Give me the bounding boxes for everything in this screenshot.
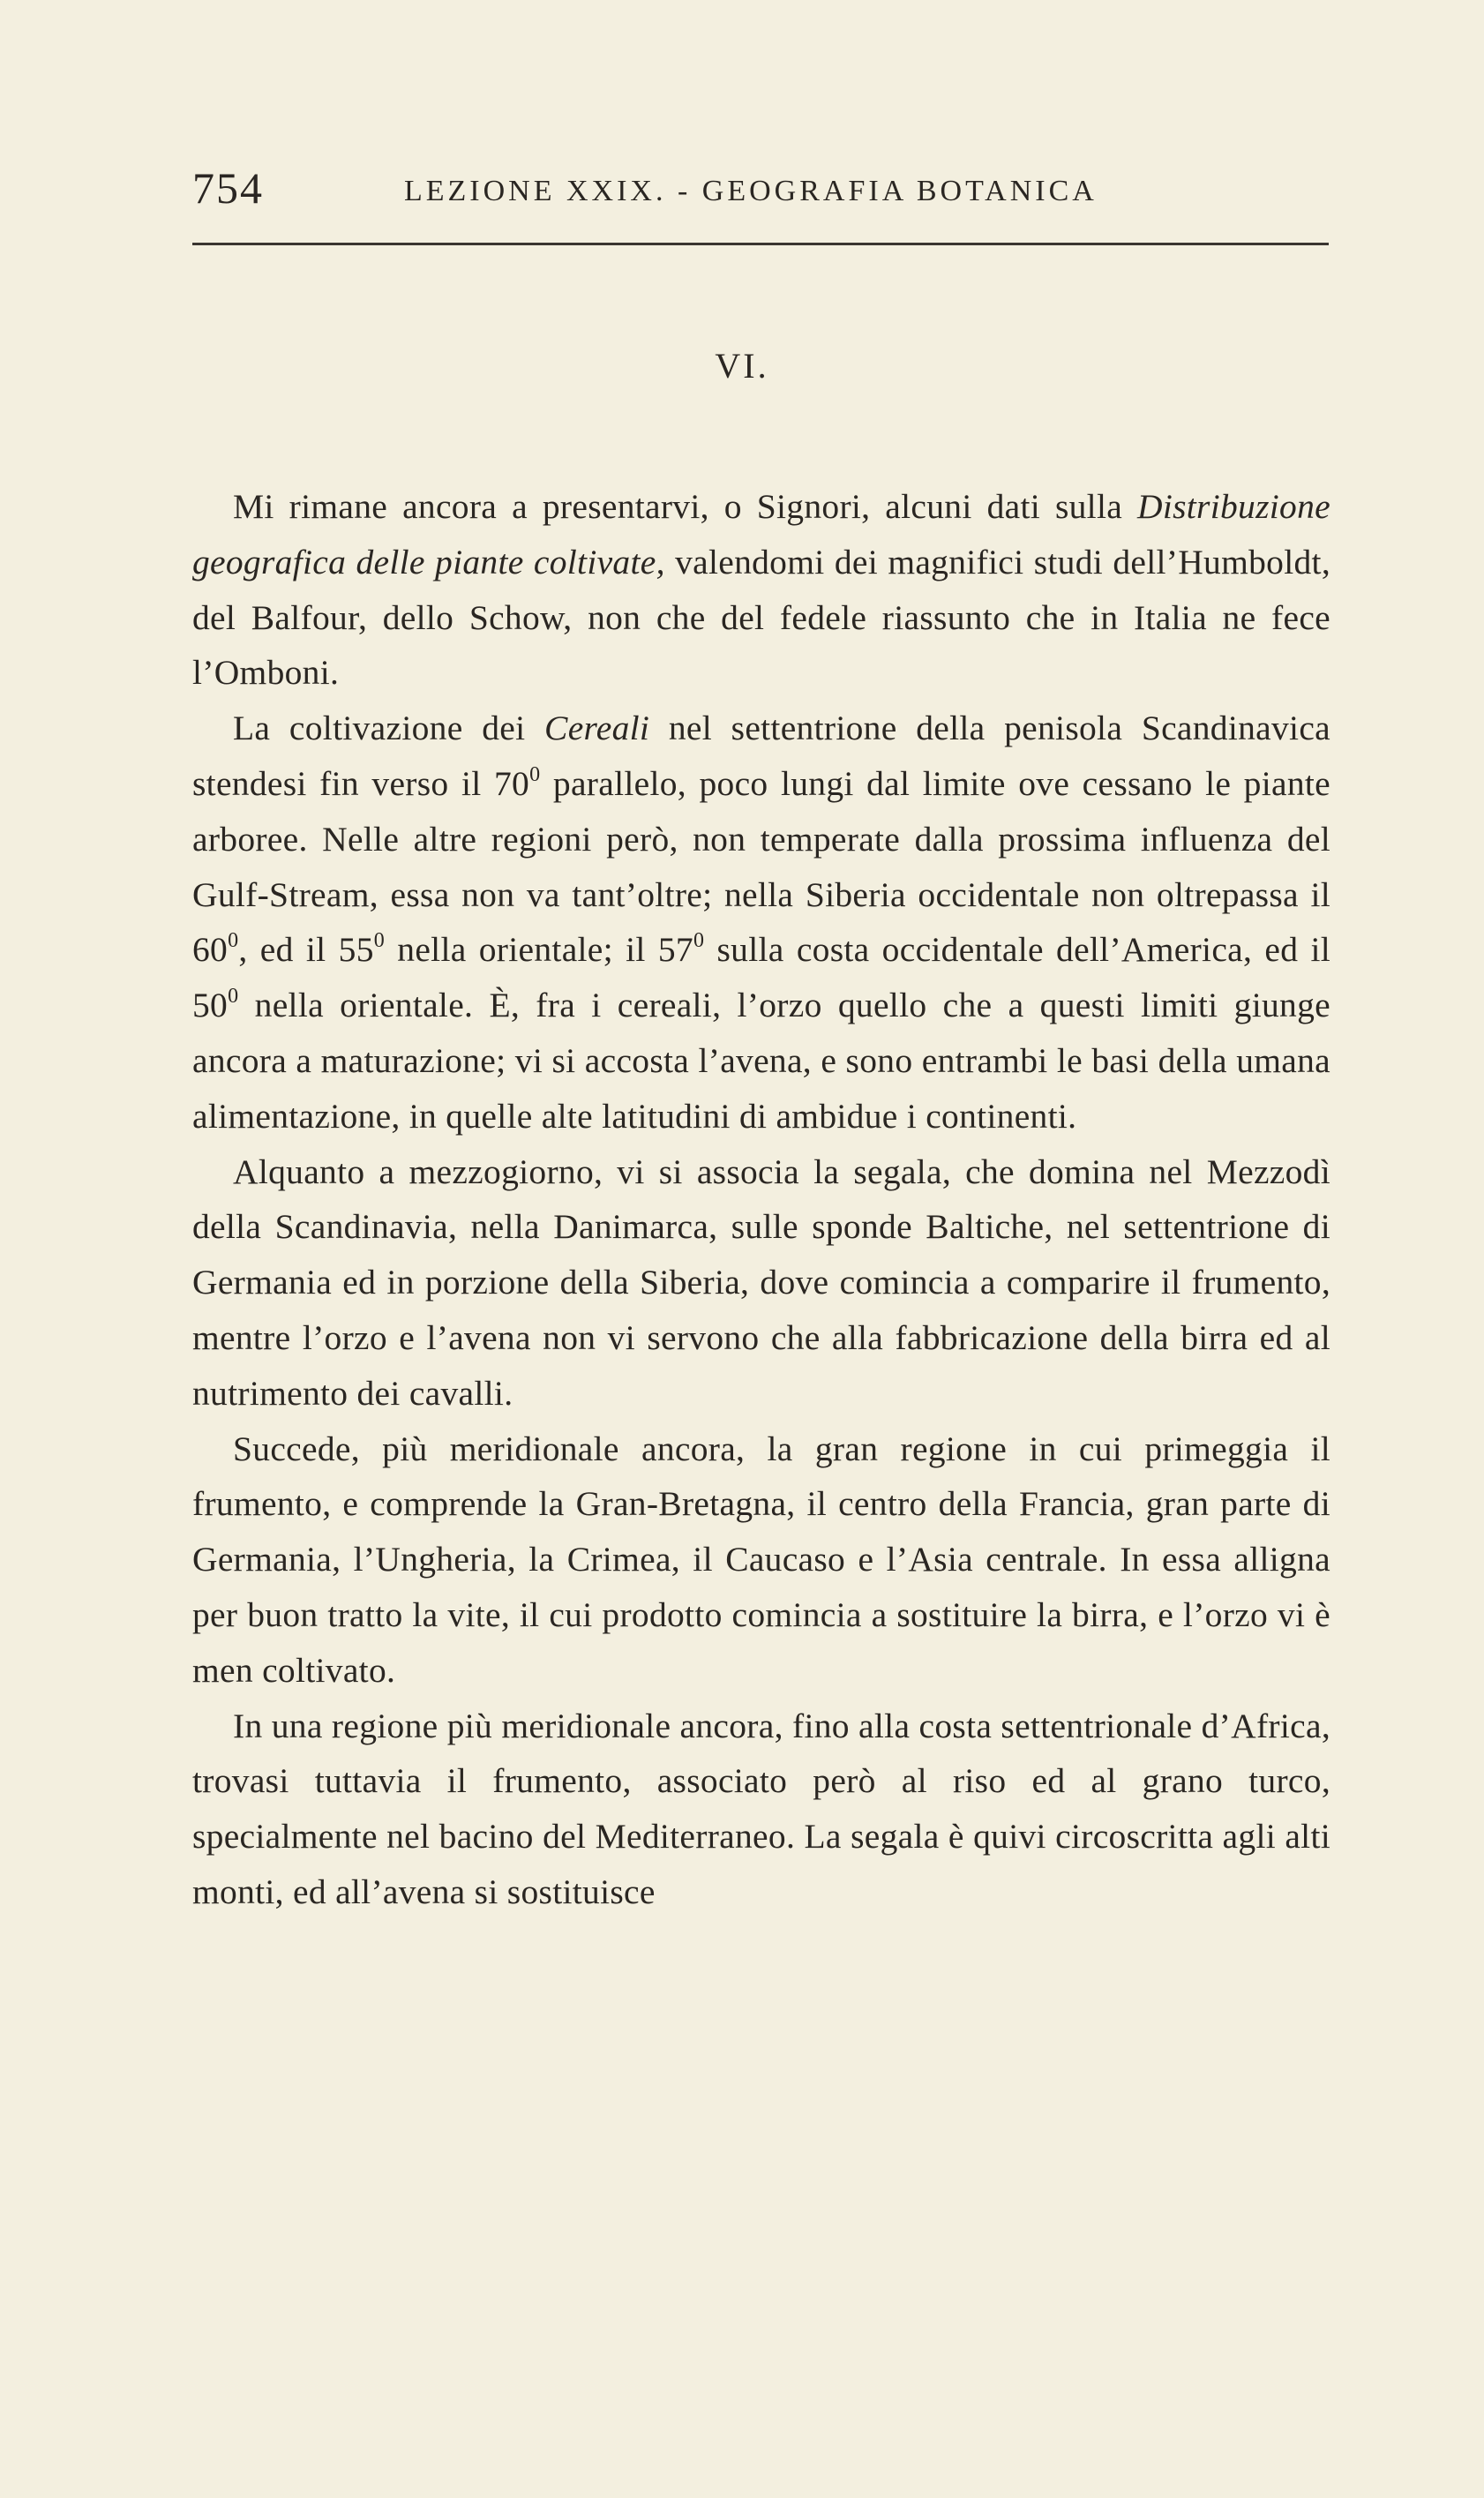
degree-mark: 0 (228, 985, 239, 1009)
paragraph-2-text-g: sulla costa occidentale dell’America, ed il 50 (192, 930, 1331, 1025)
paragraph-2 (192, 701, 1330, 1144)
paragraph-1-text-a: Mi rimane ancora a presentarvi, o Signori, alcuni dati sulla (233, 487, 1138, 526)
paragraph-2-text-h: nella orientale. È, fra i cereali, l’orzo quello che a questi limiti giunge ancora a maturazione; vi si accosta l’avena, e sono entrambi le basi della umana alimentazione, in quelle alte latitudini di ambidue i continenti. (192, 986, 1330, 1136)
running-head (192, 157, 1330, 219)
italic-phrase-distribuzione: Distribuzione geografica delle piante coltivate, (192, 487, 1330, 581)
italic-word-cereali: Cereali (544, 709, 650, 748)
paragraph-2-text-f: nella orientale; il 57 (385, 930, 693, 970)
body-text (192, 479, 1330, 1920)
paragraph-2-text-c: nel settentrione della penisola Scandinavica stendesi fin verso il 70 (192, 709, 1330, 803)
page-number: 754 (192, 163, 264, 213)
paragraph-2-text-e: , ed il 55 (238, 930, 374, 970)
degree-mark: 0 (529, 762, 541, 786)
degree-mark: 0 (228, 929, 239, 953)
header-rule (192, 243, 1329, 245)
paragraph-1 (192, 479, 1330, 701)
paragraph-2-text-d: parallelo, poco lungi dal limite ove cessano le piante arboree. Nelle altre regioni però, non temperate dalla prossima influenza del Gulf-Stream, essa non va tant’oltre; nella Siberia occidentale non oltrepassa il 60 (192, 763, 1330, 970)
paragraph-1-text-c: valendomi dei magnifici studi dell’Humboldt, del Balfour, dello Schow, non che del fedele riassunto che in Italia ne fece l’Omboni. (192, 542, 1331, 693)
running-title: LEZIONE XXIX. - GEOGRAFIA BOTANICA (404, 175, 1098, 207)
degree-mark: 0 (373, 929, 386, 953)
paragraph-5: In una regione più meridionale ancora, fino alla costa settentrionale d’Africa, trovasi tuttavia il frumento, associato però al riso ed al grano turco, specialmente nel bacino del Mediterraneo. La segala è quivi circoscritta agli alti monti, ed all’avena si sostituisce (192, 1706, 1330, 1911)
paragraph-3: Alquanto a mezzogiorno, vi si associa la segala, che domina nel Mezzodì della Scandinavia, nella Danimarca, sulle sponde Baltiche, nel settentrione di Germania ed in porzione della Siberia, dove comincia a comparire il frumento, mentre l’orzo e l’avena non vi servono che alla fabbricazione della birra ed al nutrimento dei cavalli. (192, 1151, 1330, 1413)
degree-mark: 0 (693, 929, 705, 953)
section-number: VI. (715, 346, 769, 386)
paragraph-2-text-a: La coltivazione dei (233, 709, 545, 748)
paragraph-4: Succede, più meridionale ancora, la gran regione in cui primeggia il frumento, e comprende la Gran-Bretagna, il centro della Francia, gran parte di Germania, l’Ungheria, la Crimea, il Caucaso e l’Asia centrale. In essa alligna per buon tratto la vite, il cui prodotto comincia a sostituire la birra, e l’orzo vi è men coltivato. (192, 1429, 1330, 1690)
